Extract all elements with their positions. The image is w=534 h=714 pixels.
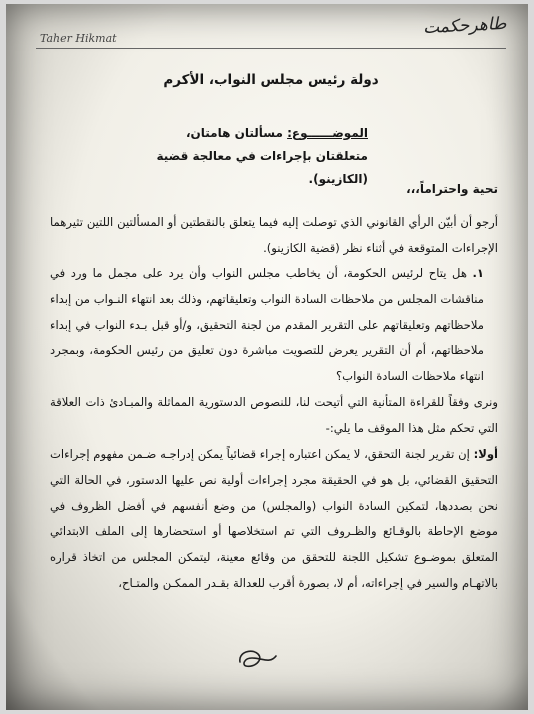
point-first-label: أولا: <box>473 447 499 461</box>
question-item-1 <box>50 261 498 390</box>
handwritten-signature-top: طاهرحكمت <box>422 13 507 39</box>
greeting: تحية واحتراماً،،، <box>406 182 498 196</box>
header-rule <box>36 48 506 49</box>
point-first-text: إن تقرير لجنة التحقق، لا يمكن اعتباره إجراء قضائياً يمكن إدراجـه ضـمن مفهوم إجراءات التحقيق القضائي، بل هو في الحقيقة مجرد إجراءات أولية نص عليها الدستور، في الحالة التي نحن بصددها، لتمكين السادة النواب (والمجلس) من وضع أنفسهم في أفضل الظروف في موضع الإحاطة بالوقـائع والظـروف التي تم استخلاصها أو استحضارها إلى الملف الابتدائي المتعلق بموضـوع تشكيل اللجنة للتحقق من وقائع معينة، ليتمكن المجلس من اتخاذ قراره بالاتهـام والسير في إجراءاته، أم لا، بصورة أقرب للعدالة بقـدر الممكـن والمتـاح، <box>50 447 498 590</box>
item-number: ١. <box>472 266 484 280</box>
item-text: هل يتاح لرئيس الحكومة، أن يخاطب مجلس النواب وأن يرد على مجمل ما ورد في مناقشات المجلس من ملاحظات السادة النواب وتعليقاتهم، وذلك بعد انتهاء النـواب من إبداء ملاحظاتهم وتعليقاتهم على التقرير المقدم من لجنة التحقيق، و/أو قبل بـدء النواب في إبداء ملاحظاتهم، أم أن التقرير يعرض للتصويت مباشرة دون تعليق من رئيس الحكومة، وبمجرد انتهاء ملاحظات السادة النواب؟ <box>50 266 484 384</box>
initials-signature-icon <box>234 646 280 672</box>
letterhead-name: Taher Hikmat <box>40 32 117 45</box>
point-first <box>50 442 498 597</box>
paragraph-opinion: ونرى وفقاً للقراءة المتأنية التي أتيحت لنا، للنصوص الدستورية المماثلة والمبـادئ ذات العلاقة التي تحكم مثل هذا الموقف ما يلي:- <box>50 395 498 435</box>
document-photo <box>6 4 528 710</box>
subject-text: مسألتان هامتان، متعلقتان بإجراءات في معالجة قضية (الكازينو). <box>156 126 368 186</box>
subject-block <box>138 122 368 191</box>
letter-title: دولة رئيس مجلس النواب، الأكرم <box>163 72 379 88</box>
letter-page <box>24 10 518 700</box>
paragraph-intro: أرجو أن أبيّن الرأي القانوني الذي توصلت إليه فيما يتعلق بالنقطتين أو المسألتين اللتين تثيرهما الإجراءات المتوقعة في أثناء نظر (قضية الكازينو). <box>50 215 498 255</box>
subject-label: الموضــــــوع: <box>287 126 368 140</box>
